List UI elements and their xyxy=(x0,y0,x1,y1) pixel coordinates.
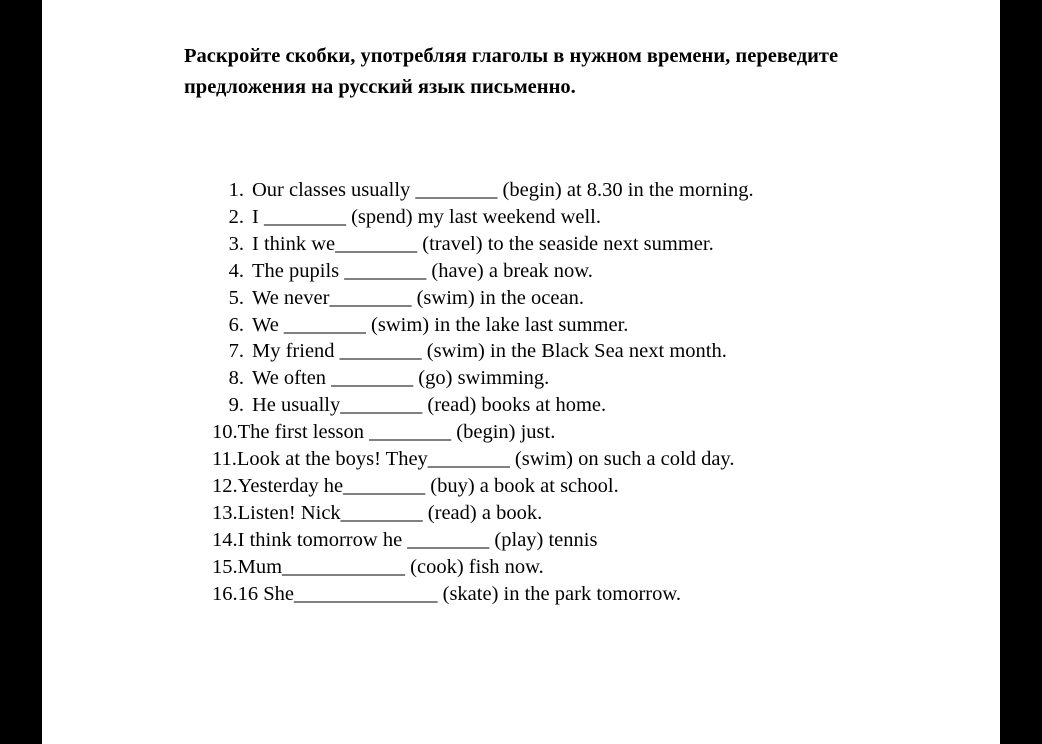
exercise-item-3 xyxy=(212,231,754,258)
item-text: Look at the boys! They________ (swim) on such a cold day. xyxy=(236,448,735,471)
exercise-list xyxy=(212,177,754,608)
item-text: We often ________ (go) swimming. xyxy=(252,367,550,390)
item-number: 15. xyxy=(212,555,238,578)
item-text: Mum____________ (cook) fish now. xyxy=(237,555,544,578)
item-number: 12. xyxy=(212,474,238,497)
item-text: Our classes usually ________ (begin) at 8.30 in the morning. xyxy=(252,179,754,201)
item-text: I ________ (spend) my last weekend well. xyxy=(252,205,601,228)
instructions-line-1: Раскройте скобки, употребляя глаголы в нужном времени, переведите xyxy=(184,45,839,67)
item-number: 13. xyxy=(212,501,238,524)
item-number: 3. xyxy=(228,232,244,255)
item-text: The first lesson ________ (begin) just. xyxy=(237,421,556,444)
exercise-item-10 xyxy=(212,419,754,446)
exercise-item-11 xyxy=(212,446,754,473)
instructions-heading xyxy=(184,41,974,103)
item-number: 5. xyxy=(228,286,244,309)
item-text: Listen! Nick________ (read) a book. xyxy=(237,501,543,524)
item-number: 9. xyxy=(228,394,244,417)
item-text: I think tomorrow he ________ (play) tennis xyxy=(237,528,598,551)
document-page xyxy=(42,0,1000,744)
item-text: The pupils ________ (have) a break now. xyxy=(252,259,593,282)
item-number: 2. xyxy=(228,205,244,228)
item-text: We never________ (swim) in the ocean. xyxy=(252,286,584,309)
exercise-item-6 xyxy=(212,312,754,339)
item-number: 7. xyxy=(228,340,244,363)
exercise-item-5 xyxy=(212,285,754,312)
exercise-item-9 xyxy=(212,392,754,419)
item-text: Yesterday he________ (buy) a book at school. xyxy=(237,474,619,497)
item-number: 6. xyxy=(228,313,244,336)
item-number: 4. xyxy=(228,259,244,282)
exercise-item-14 xyxy=(212,527,754,554)
item-text: My friend ________ (swim) in the Black Sea next month. xyxy=(252,340,727,363)
exercise-item-13 xyxy=(212,500,754,527)
item-number: 1. xyxy=(228,179,244,201)
exercise-item-12 xyxy=(212,473,754,500)
item-number: 16. xyxy=(212,582,238,605)
instructions-line-2: предложения на русский язык письменно. xyxy=(184,76,576,98)
exercise-item-8 xyxy=(212,365,754,392)
item-text: I think we________ (travel) to the seaside next summer. xyxy=(252,232,714,255)
item-number: 10. xyxy=(212,421,238,444)
item-text: He usually________ (read) books at home. xyxy=(252,394,607,417)
exercise-item-1 xyxy=(212,177,754,204)
exercise-item-4 xyxy=(212,258,754,285)
item-number: 8. xyxy=(228,367,244,390)
item-text: We ________ (swim) in the lake last summer. xyxy=(252,313,629,336)
item-text: 16 She______________ (skate) in the park tomorrow. xyxy=(237,582,681,605)
exercise-item-16 xyxy=(212,581,754,608)
item-number: 14. xyxy=(212,528,238,551)
exercise-item-2 xyxy=(212,204,754,231)
exercise-item-7 xyxy=(212,338,754,365)
exercise-item-15 xyxy=(212,554,754,581)
item-number: 11. xyxy=(212,448,237,471)
